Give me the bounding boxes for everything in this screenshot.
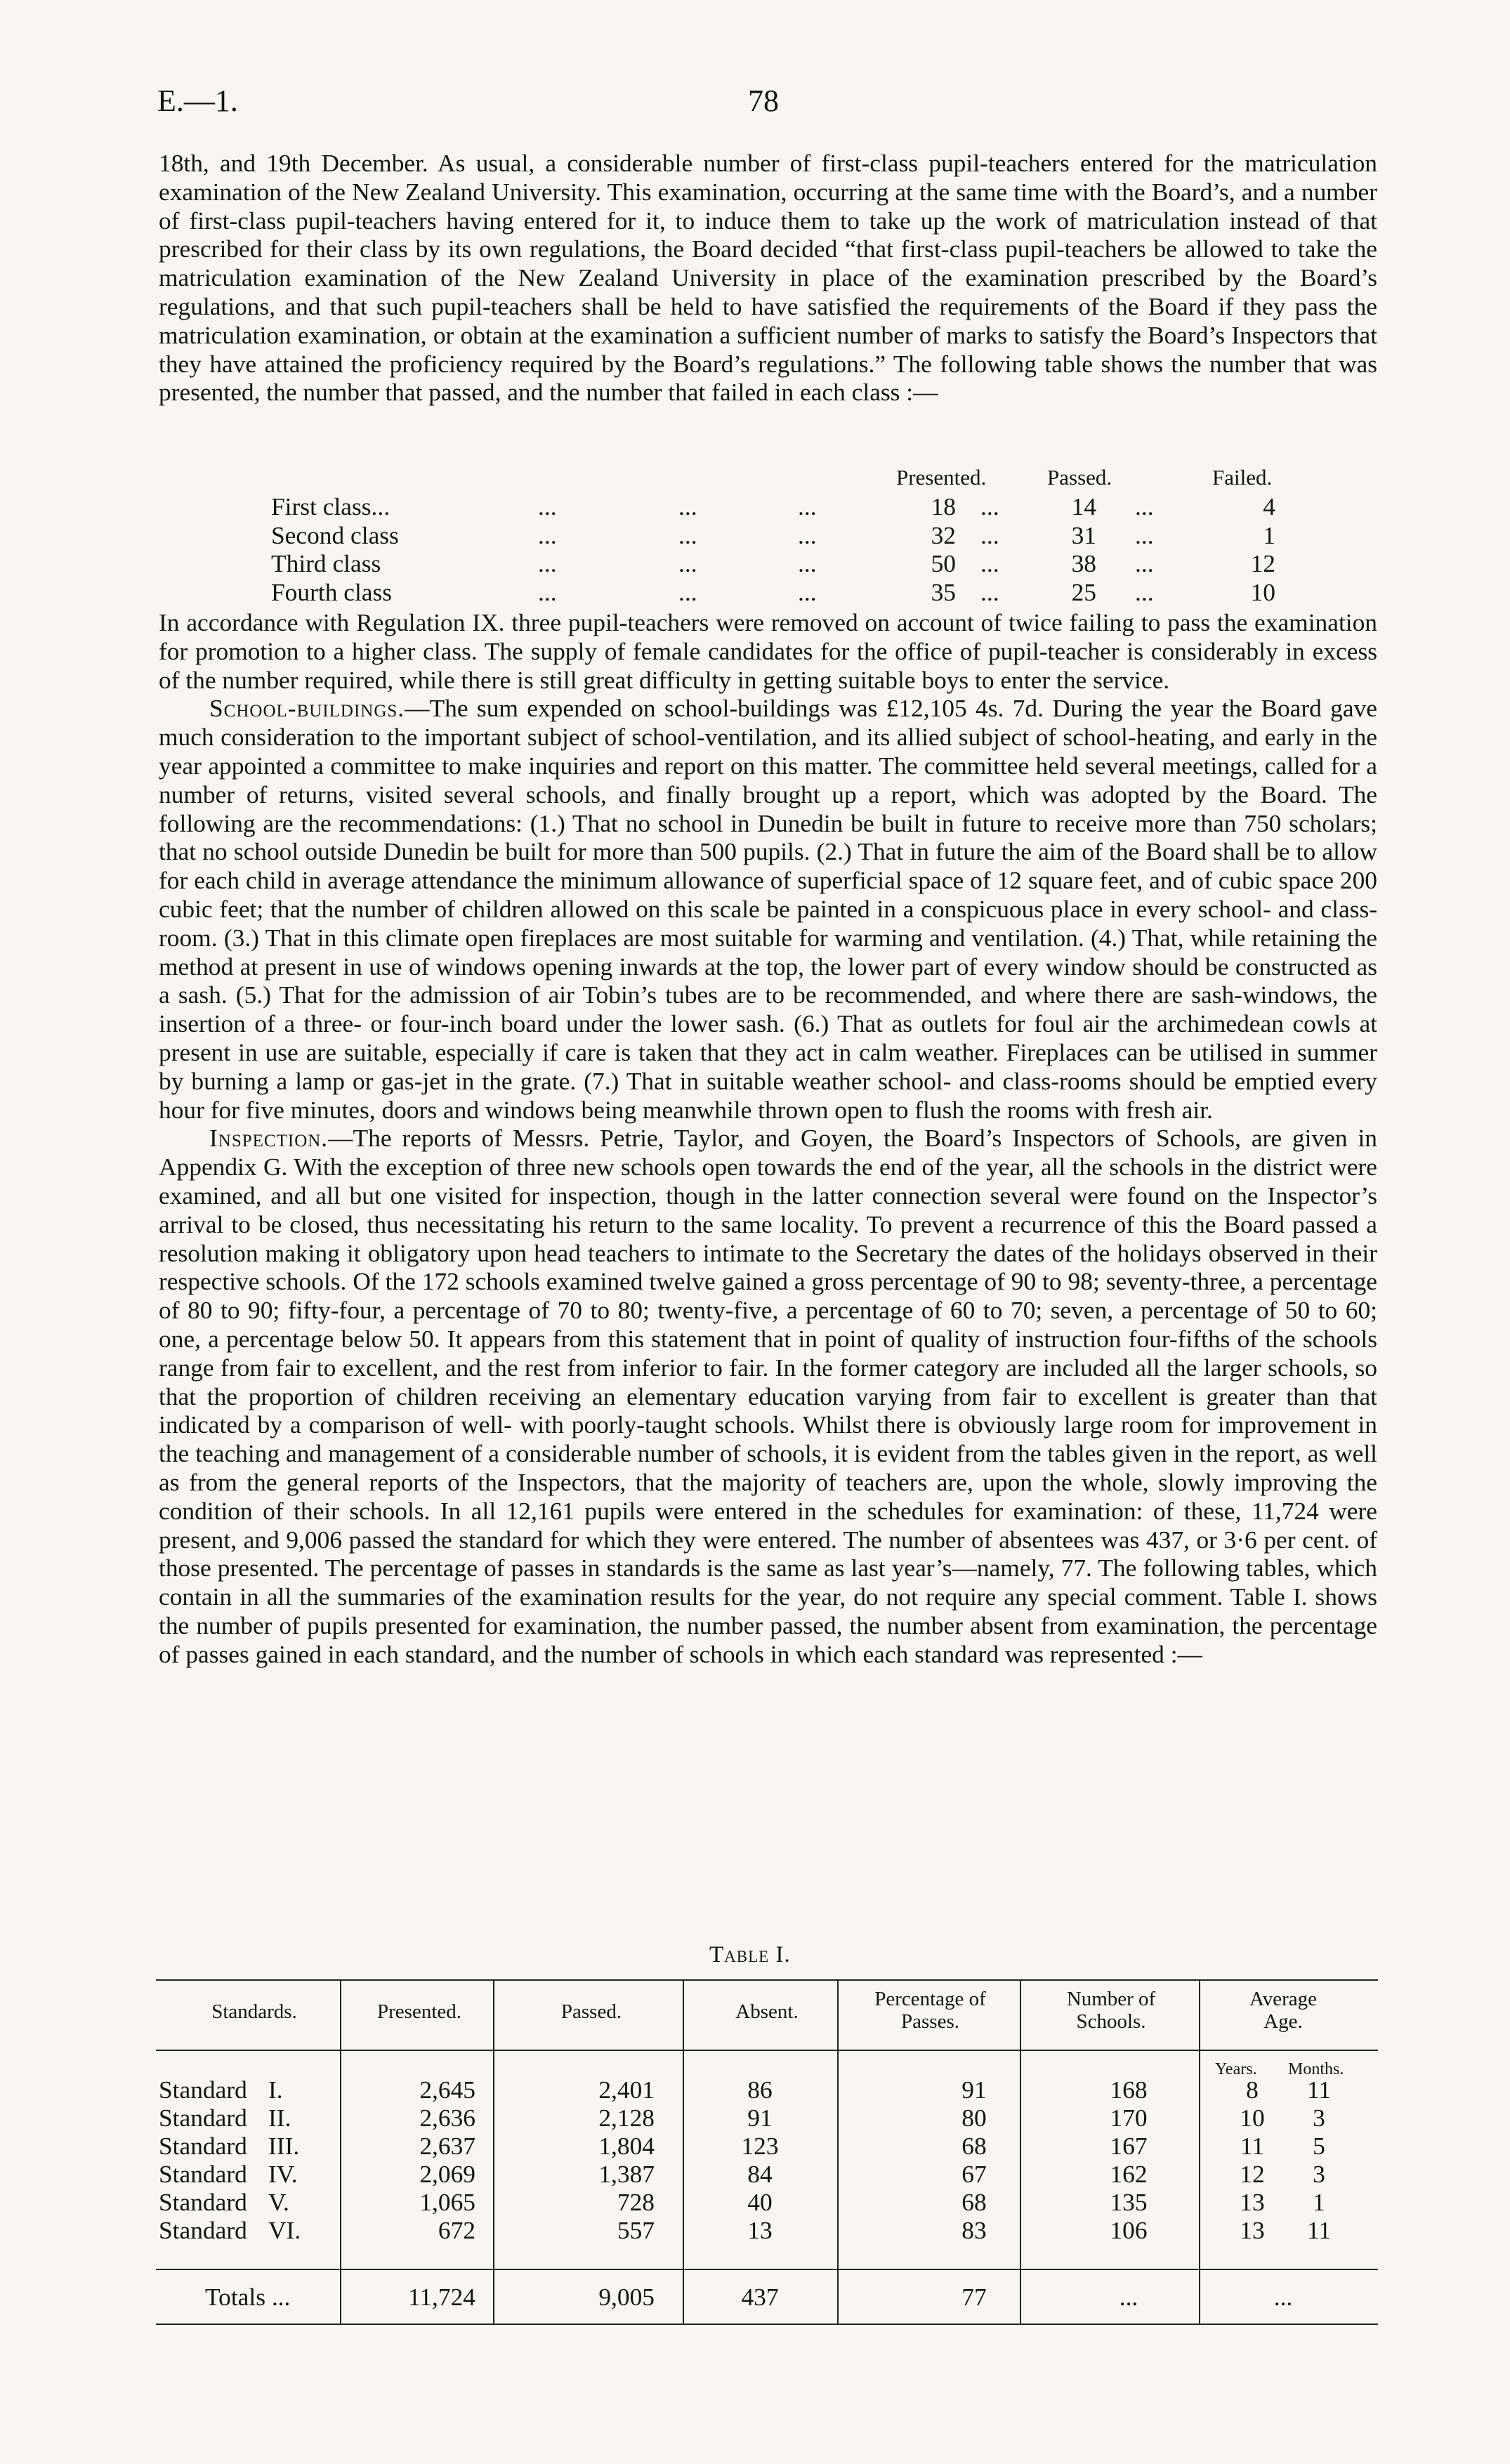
class-row — [159, 578, 1377, 607]
cell-absent: 123 — [741, 2132, 779, 2160]
header-failed: Failed. — [1212, 465, 1273, 490]
paragraph-block-1 — [159, 149, 1377, 407]
standard-number: VI. — [268, 2216, 301, 2244]
cell-schools: 162 — [1110, 2160, 1148, 2188]
cell-years: 10 — [1240, 2104, 1265, 2132]
cell-schools: 168 — [1110, 2076, 1148, 2104]
header-absent: Absent. — [735, 2000, 799, 2023]
cell-presented: 672 — [438, 2216, 475, 2244]
subheader-years: Years. — [1215, 2060, 1257, 2078]
leader-dots: ... — [1135, 520, 1154, 549]
cell-percentage: 83 — [961, 2216, 987, 2244]
leader-dots: ... — [1135, 492, 1154, 520]
leader-dots: ... — [678, 549, 697, 578]
cell-passed: 2,128 — [598, 2104, 655, 2132]
cell-percentage: 67 — [961, 2160, 987, 2188]
leader-dots: ... — [538, 549, 557, 578]
class-row — [159, 492, 1377, 521]
total-schools: ... — [1119, 2283, 1138, 2311]
cell-years: 13 — [1240, 2216, 1265, 2244]
class-name: Fourth class — [271, 578, 393, 607]
page-number: 78 — [748, 84, 779, 118]
leader-dots: ... — [798, 520, 817, 549]
header-passed: Passed. — [560, 2000, 622, 2023]
cell-years: 12 — [1240, 2160, 1265, 2188]
class-failed: 10 — [1250, 578, 1275, 607]
total-presented: 11,724 — [407, 2283, 475, 2311]
class-passed: 25 — [1071, 578, 1096, 607]
totals-label: Totals ... — [205, 2283, 291, 2311]
standard-label: Standard — [159, 2104, 247, 2132]
cell-presented: 2,069 — [419, 2160, 475, 2188]
standards-table — [156, 1979, 1378, 2325]
class-presented: 18 — [931, 492, 956, 520]
class-table-header — [159, 464, 1377, 492]
standard-label: Standard — [159, 2216, 247, 2244]
school-buildings-text: —The sum expended on school-buildings was £12,105 4s. 7d. During the year the Board gave much consideration to the important subject of school-ventilation, and its allied subject of school-heating, and early in the year appointed a committee to make inquiries and report on this matter. The committee held several meetings, called for a number of returns, visited several schools, and finally brought up a report, which was adopted by the Board. The following are the recommendations: (1.) That no school in Dunedin be built in future to receive more than 750 scholars; that no school outside Dunedin be built for more than 500 pupils. (2.) That in future the aim of the Board shall be to allow for each child in average attendance the minimum allowance of superficial space of 12 square feet, and of cubic space 200 cubic feet; that the number of children allowed on this scale be painted in a conspicuous place in every school- and class-room. (3.) That in this climate open fireplaces are most suitable for warming and ventilation. (4.) That, while retaining the method at present in use of windows opening inwards at the top, the lower part of every window should be constructed as a sash. (5.) That for the admission of air Tobin’s tubes are to be recommended, and where there are sash-windows, the insertion of a three- or four-inch board under the lower sash. (6.) That as outlets for foul air the archimedean cowls at present in use are suitable, especially if care is taken that they act in calm weather. Fireplaces can be utilised in summer by burning a lamp or gas-jet in the grate. (7.) That in suitable weather school- and class-rooms should be emptied every hour for five minutes, doors and windows being meanwhile thrown open to flush the rooms with fresh air. — [159, 694, 1377, 1124]
cell-months: 11 — [1306, 2216, 1332, 2244]
table-row — [156, 2132, 1378, 2160]
class-failed: 1 — [1263, 520, 1275, 549]
leader-dots: ... — [678, 492, 697, 520]
pupil-teacher-class-table — [159, 464, 1377, 607]
leader-dots: ... — [538, 520, 557, 549]
class-row — [159, 521, 1377, 550]
table-header-rule — [156, 2050, 1378, 2051]
paragraph-regulation-ix: In accordance with Regulation IX. three pupil-teachers were removed on account of twice failing to pass the examination for promotion to a higher class. The supply of female candidates for the office of pupil-teacher is considerably in excess of the number required, while there is still great difficulty in getting suitable boys to enter the service. — [159, 608, 1377, 694]
total-passed: 9,005 — [598, 2283, 655, 2311]
leader-dots: ... — [1135, 549, 1154, 578]
total-percentage: 77 — [961, 2283, 987, 2311]
table-row — [156, 2160, 1378, 2188]
cell-absent: 91 — [747, 2104, 773, 2132]
header-percentage: Percentage of Passes. — [874, 1988, 986, 2033]
paragraph-pupil-teachers: 18th, and 19th December. As usual, a considerable number of first-class pupil-teachers entered for the matriculation examination of the New Zealand University. This examination, occurring at the same time with the Board’s, and a number of first-class pupil-teachers having entered for it, to induce them to take up the work of matriculation instead of that prescribed for their class by its own regulations, the Board decided “that first-class pupil-teachers be allowed to take the matriculation examination of the New Zealand University in place of the examination prescribed by the Board’s regulations, and that such pupil-teachers shall be held to have satisfied the requirements of the Board if they pass the matriculation examination, or obtain at the examination a sufficient number of marks to satisfy the Board’s Inspectors that they have attained the proficiency required by the Board’s regulations.” The following table shows the number that was presented, the number that passed, and the number that failed in each class :— — [159, 149, 1377, 407]
class-passed: 38 — [1071, 549, 1096, 578]
header-standards: Standards. — [211, 2000, 297, 2023]
cell-passed: 1,387 — [598, 2160, 655, 2188]
inspection-text: —The reports of Messrs. Petrie, Taylor, and Goyen, the Board’s Inspectors of Schools, are given in Appendix G. With the exception of three new schools open towards the end of the year, all the schools in the district were examined, and all but one visited for inspection, though in the latter connection several were found on the Inspector’s arrival to be closed, thus necessitating his return to the same locality. To prevent a recurrence of this the Board passed a resolution making it obligatory upon head teachers to intimate to the Secretary the dates of the holidays observed in their respective schools. Of the 172 schools examined twelve gained a gross percentage of 90 to 98; seventy-three, a percentage of 80 to 90; fifty-four, a percentage of 70 to 80; twenty-five, a percentage of 60 to 70; seven, a percentage of 50 to 60; one, a percentage below 50. It appears from this statement that in point of quality of instruction four-fifths of the schools range from fair to excellent, and the rest from inferior to fair. In the former category are included all the larger schools, so that the proportion of children receiving an elementary education varying from fair to excellent is greater than that indicated by a comparison of well- with poorly-taught schools. Whilst there is obviously large room for improvement in the teaching and management of a considerable number of schools, it is evident from the tables given in the report, as well as from the general reports of the Inspectors, that the majority of teachers are, upon the whole, slowly improving the condition of their schools. In all 12,161 pupils were entered in the schedules for examination: of these, 11,724 were present, and 9,006 passed the standard for which they were entered. The number of absentees was 437, or 3·6 per cent. of those presented. The percentage of passes in standards is the same as last year’s—namely, 77. The following tables, which contain in all the summaries of the examination results for the year, do not require any special comment. Table I. shows the number of pupils presented for examination, the number passed, the number absent from examination, the percentage of passes gained in each standard, and the number of schools in which each standard was represented :— — [159, 1124, 1377, 1668]
cell-percentage: 68 — [961, 2132, 987, 2160]
cell-presented: 1,065 — [419, 2188, 475, 2216]
totals-row — [156, 2283, 1378, 2311]
leader-dots: ... — [980, 549, 999, 578]
cell-years: 13 — [1240, 2188, 1265, 2216]
standard-label: Standard — [159, 2188, 247, 2216]
table-top-rule — [156, 1979, 1378, 1981]
standard-number: V. — [268, 2188, 289, 2216]
class-failed: 12 — [1250, 549, 1275, 578]
cell-passed: 728 — [617, 2188, 655, 2216]
cell-percentage: 80 — [961, 2104, 987, 2132]
table-bottom-rule — [156, 2324, 1378, 2325]
standard-number: IV. — [268, 2160, 298, 2188]
cell-absent: 84 — [747, 2160, 773, 2188]
leader-dots: ... — [798, 549, 817, 578]
standard-number: II. — [268, 2104, 291, 2132]
cell-years: 8 — [1246, 2076, 1259, 2104]
class-name: Third class — [271, 549, 381, 578]
cell-schools: 170 — [1110, 2104, 1148, 2132]
leader-dots: ... — [980, 578, 999, 607]
class-presented: 32 — [931, 520, 956, 549]
class-failed: 4 — [1263, 492, 1275, 520]
section-heading-school-buildings: School-buildings. — [209, 694, 405, 723]
standard-number: III. — [268, 2132, 300, 2160]
table-row — [156, 2188, 1378, 2216]
class-name: Second class — [271, 520, 399, 549]
cell-passed: 557 — [617, 2216, 655, 2244]
table-totals-rule — [156, 2269, 1378, 2270]
paragraph-block-2 — [159, 608, 1377, 1668]
table-row — [156, 2076, 1378, 2104]
standard-label: Standard — [159, 2132, 247, 2160]
cell-percentage: 68 — [961, 2188, 987, 2216]
cell-passed: 2,401 — [598, 2076, 655, 2104]
leader-dots: ... — [538, 578, 557, 607]
cell-months: 1 — [1313, 2188, 1325, 2216]
cell-percentage: 91 — [961, 2076, 987, 2104]
class-row — [159, 549, 1377, 578]
class-name: First class... — [271, 492, 390, 520]
cell-absent: 86 — [747, 2076, 773, 2104]
standard-number: I. — [268, 2076, 283, 2104]
standard-label: Standard — [159, 2076, 247, 2104]
table-caption: Table I. — [709, 1942, 791, 1967]
cell-months: 5 — [1313, 2132, 1325, 2160]
cell-absent: 40 — [747, 2188, 773, 2216]
paragraph-inspection — [159, 1124, 1377, 1668]
leader-dots: ... — [678, 578, 697, 607]
cell-presented: 2,645 — [419, 2076, 475, 2104]
total-age: ... — [1273, 2283, 1293, 2311]
standard-label: Standard — [159, 2160, 247, 2188]
cell-months: 11 — [1306, 2076, 1332, 2104]
cell-absent: 13 — [747, 2216, 773, 2244]
cell-schools: 135 — [1110, 2188, 1148, 2216]
cell-presented: 2,637 — [419, 2132, 475, 2160]
header-passed: Passed. — [1047, 465, 1112, 490]
paragraph-school-buildings — [159, 694, 1377, 1124]
class-presented: 35 — [931, 578, 956, 607]
leader-dots: ... — [980, 492, 999, 520]
cell-schools: 106 — [1110, 2216, 1148, 2244]
leader-dots: ... — [980, 520, 999, 549]
class-passed: 31 — [1071, 520, 1096, 549]
header-schools: Number of Schools. — [1066, 1988, 1156, 2033]
table-row — [156, 2216, 1378, 2244]
header-presented: Presented. — [377, 2000, 461, 2023]
section-heading-inspection: Inspection. — [209, 1124, 329, 1153]
total-absent: 437 — [741, 2283, 779, 2311]
header-age: Average Age. — [1249, 1988, 1318, 2033]
cell-presented: 2,636 — [419, 2104, 475, 2132]
cell-months: 3 — [1313, 2160, 1325, 2188]
header-presented: Presented. — [896, 465, 987, 490]
document-reference: E.—1. — [157, 84, 238, 118]
class-presented: 50 — [931, 549, 956, 578]
cell-passed: 1,804 — [598, 2132, 655, 2160]
cell-months: 3 — [1313, 2104, 1325, 2132]
cell-schools: 167 — [1110, 2132, 1148, 2160]
class-passed: 14 — [1071, 492, 1096, 520]
cell-years: 11 — [1240, 2132, 1265, 2160]
leader-dots: ... — [798, 578, 817, 607]
leader-dots: ... — [1135, 578, 1154, 607]
leader-dots: ... — [678, 520, 697, 549]
subheader-months: Months. — [1288, 2060, 1344, 2078]
table-row — [156, 2104, 1378, 2132]
leader-dots: ... — [798, 492, 817, 520]
leader-dots: ... — [538, 492, 557, 520]
